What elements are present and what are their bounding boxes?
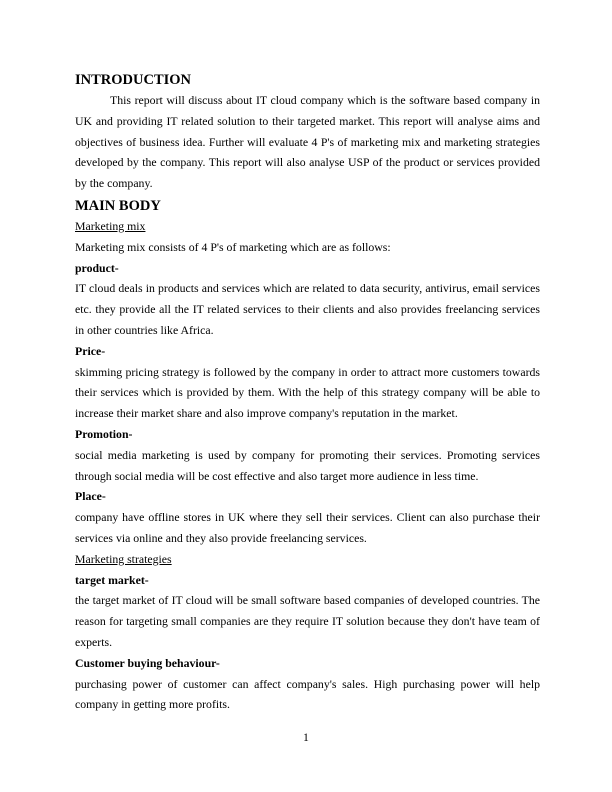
- introduction-paragraph: This report will discuss about IT cloud company which is the software based company in UK and providing IT related solution to their targeted market. This report will analyse aims and objectives of business idea. Further will evaluate 4 P's of marketing mix and marketing strategies developed by the company. This report will also analyse USP of the product or services provided by the company.: [75, 93, 540, 191]
- customer-buying-behaviour-label: Customer buying behaviour-: [75, 655, 220, 670]
- main-body-heading: MAIN BODY: [75, 197, 161, 214]
- document-page: [75, 70, 540, 715]
- marketing-mix-intro: Marketing mix consists of 4 P's of marketing which are as follows:: [75, 239, 391, 254]
- price-paragraph: skimming pricing strategy is followed by the company in order to attract more customers towards their services which is provided by them. With the help of this strategy company will be able to increase their market share and also improve company's reputation in the market.: [75, 364, 540, 421]
- price-label: Price-: [75, 343, 106, 358]
- customer-buying-behaviour-paragraph: purchasing power of customer can affect company's sales. High purchasing power will help company in getting more profits.: [75, 676, 540, 712]
- marketing-strategies-subheading: Marketing strategies: [75, 551, 172, 566]
- page-number: 1: [303, 730, 309, 744]
- promotion-label: Promotion-: [75, 426, 133, 441]
- place-paragraph: company have offline stores in UK where they sell their services. Client can also purchase their services via online and they also provide freelancing services.: [75, 510, 540, 545]
- product-label: product-: [75, 260, 119, 275]
- marketing-mix-subheading: Marketing mix: [75, 218, 146, 233]
- promotion-paragraph: social media marketing is used by company for promoting their services. Promoting services through social media will be cost effective and also target more audience in less time.: [75, 447, 540, 483]
- product-paragraph: IT cloud deals in products and services which are related to data security, antivirus, email services etc. they provide all the IT related services to their clients and also provides freelancing services in other countries like Africa.: [75, 281, 540, 337]
- place-label: Place-: [75, 489, 106, 504]
- introduction-heading: INTRODUCTION: [75, 72, 192, 88]
- target-market-paragraph: the target market of IT cloud will be small software based companies of developed countries. The reason for targeting small companies are they require IT solution because they don't have team of experts.: [75, 593, 540, 649]
- target-market-label: target market-: [75, 572, 149, 587]
